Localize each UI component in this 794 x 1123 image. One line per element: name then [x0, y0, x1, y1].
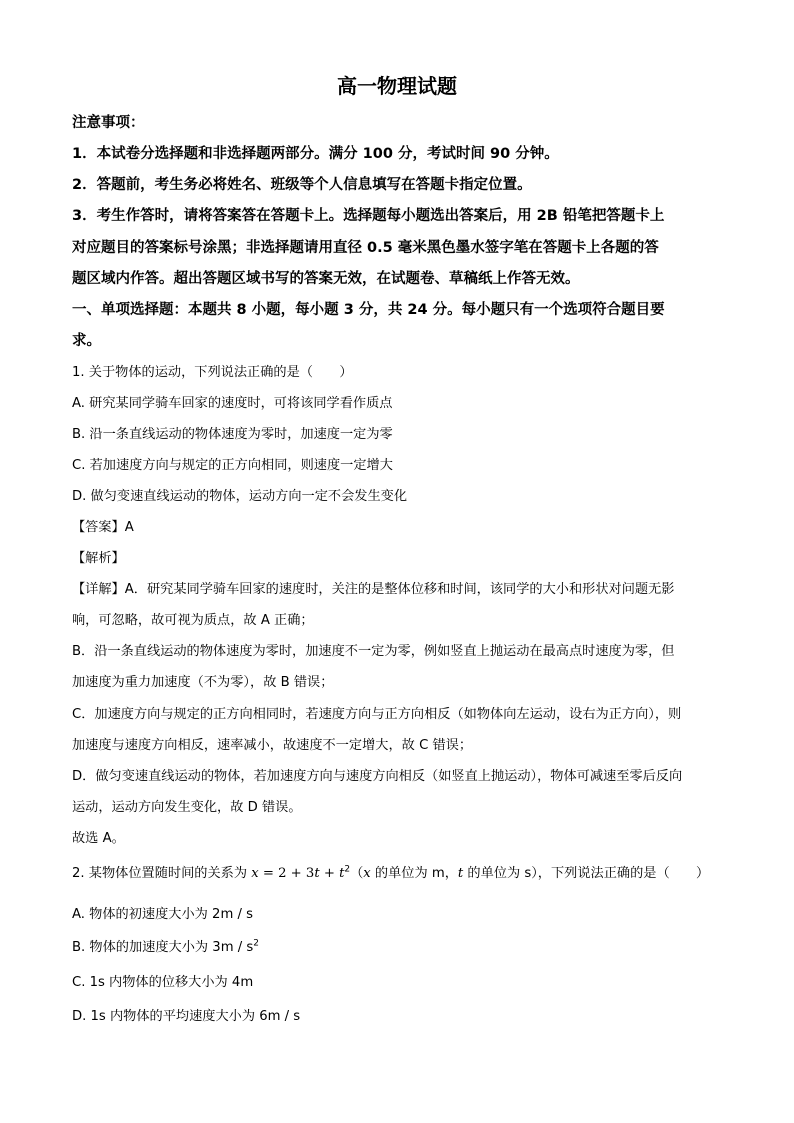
- q1-option-d: D. 做匀变速直线运动的物体，运动方向一定不会发生变化: [72, 489, 408, 504]
- q1-answer: [72, 516, 134, 535]
- q1-stem: 1. 关于物体的运动，下列说法正确的是（ ）: [72, 365, 353, 380]
- notice-item-3-cont-2: 题区域内作答。超出答题区域书写的答案无效，在试题卷、草稿纸上作答无效。: [72, 271, 580, 287]
- formula-t: t: [314, 866, 320, 881]
- q2-stem-prefix: 2. 某物体位置随时间的关系为: [72, 866, 252, 881]
- unit-x-text: 的单位为 m，: [370, 866, 458, 881]
- detail-line-2: 响，可忽略，故可视为质点，故 A 正确；: [72, 613, 314, 628]
- detail-line-1: 【详解】A．研究某同学骑车回家的速度时，关注的是整体位移和时间，该同学的大小和形状对问题无影: [72, 582, 675, 597]
- detail-line-4: 加速度为重力加速度（不为零），故 B 错误；: [72, 675, 334, 690]
- section-heading-cont: 求。: [72, 333, 101, 349]
- q2-option-b: [72, 936, 259, 955]
- analysis-tag: 【解析】: [72, 551, 125, 566]
- detail-line-9: 故选 A。: [72, 831, 125, 846]
- formula-t2: t: [339, 866, 345, 881]
- section-heading: 一、单项选择题：本题共 8 小题，每小题 3 分，共 24 分。每小题只有一个选项符合题目要: [72, 302, 665, 318]
- q2-option-b-exponent: 2: [253, 938, 259, 949]
- answer-tag: 【答案】: [72, 520, 125, 535]
- q2-option-d: D. 1s 内物体的平均速度大小为 6m / s: [72, 1009, 301, 1024]
- detail-line-8: 运动，运动方向发生变化，故 D 错误。: [72, 800, 302, 815]
- q1-option-b: B. 沿一条直线运动的物体速度为零时，加速度一定为零: [72, 427, 393, 442]
- formula-mid: = 2 + 3: [258, 866, 315, 881]
- unit-x-var: x: [363, 866, 371, 881]
- formula-x: x: [251, 866, 259, 881]
- answer-value: A: [124, 520, 134, 535]
- formula-plus: +: [319, 866, 340, 881]
- detail-line-5: C．加速度方向与规定的正方向相同时，若速度方向与正方向相反（如物体向左运动，设右为正方向），则: [72, 707, 682, 722]
- unit-t-var: t: [457, 866, 464, 881]
- q2-stem: [72, 862, 709, 881]
- q2-stem-suffix: 的单位为 s），下列说法正确的是（ ）: [463, 866, 710, 881]
- notice-item-1: 1．本试卷分选择题和非选择题两部分。满分 100 分，考试时间 90 分钟。: [72, 146, 559, 162]
- q2-option-c: C. 1s 内物体的位移大小为 4m: [72, 975, 254, 990]
- notice-item-3: 3．考生作答时，请将答案答在答题卡上。选择题每小题选出答案后，用 2B 铅笔把答题卡上: [72, 208, 665, 224]
- paren-open: （: [350, 866, 364, 881]
- notice-heading: 注意事项：: [72, 115, 145, 131]
- formula-exponent: 2: [344, 864, 351, 875]
- q1-option-c: C. 若加速度方向与规定的正方向相同，则速度一定增大: [72, 458, 393, 473]
- q2-option-a: A. 物体的初速度大小为 2m / s: [72, 907, 253, 922]
- notice-item-3-cont-1: 对应题目的答案标号涂黑；非选择题请用直径 0.5 毫米黑色墨水签字笔在答题卡上各题的答: [72, 240, 659, 256]
- q1-option-a: A. 研究某同学骑车回家的速度时，可将该同学看作质点: [72, 396, 393, 411]
- q2-option-b-text: B. 物体的加速度大小为 3m / s: [72, 940, 254, 955]
- detail-line-6: 加速度与速度方向相反，速率减小，故速度不一定增大，故 C 错误；: [72, 738, 473, 753]
- detail-line-3: B．沿一条直线运动的物体速度为零时，加速度不一定为零，例如竖直上抛运动在最高点时速度为零，但: [72, 644, 675, 659]
- notice-item-2: 2．答题前，考生务必将姓名、班级等个人信息填写在答题卡指定位置。: [72, 177, 532, 193]
- page-title: 高一物理试题: [337, 74, 457, 98]
- detail-line-7: D．做匀变速直线运动的物体，若加速度方向与速度方向相反（如竖直上抛运动），物体可减速至零后反向: [72, 769, 683, 784]
